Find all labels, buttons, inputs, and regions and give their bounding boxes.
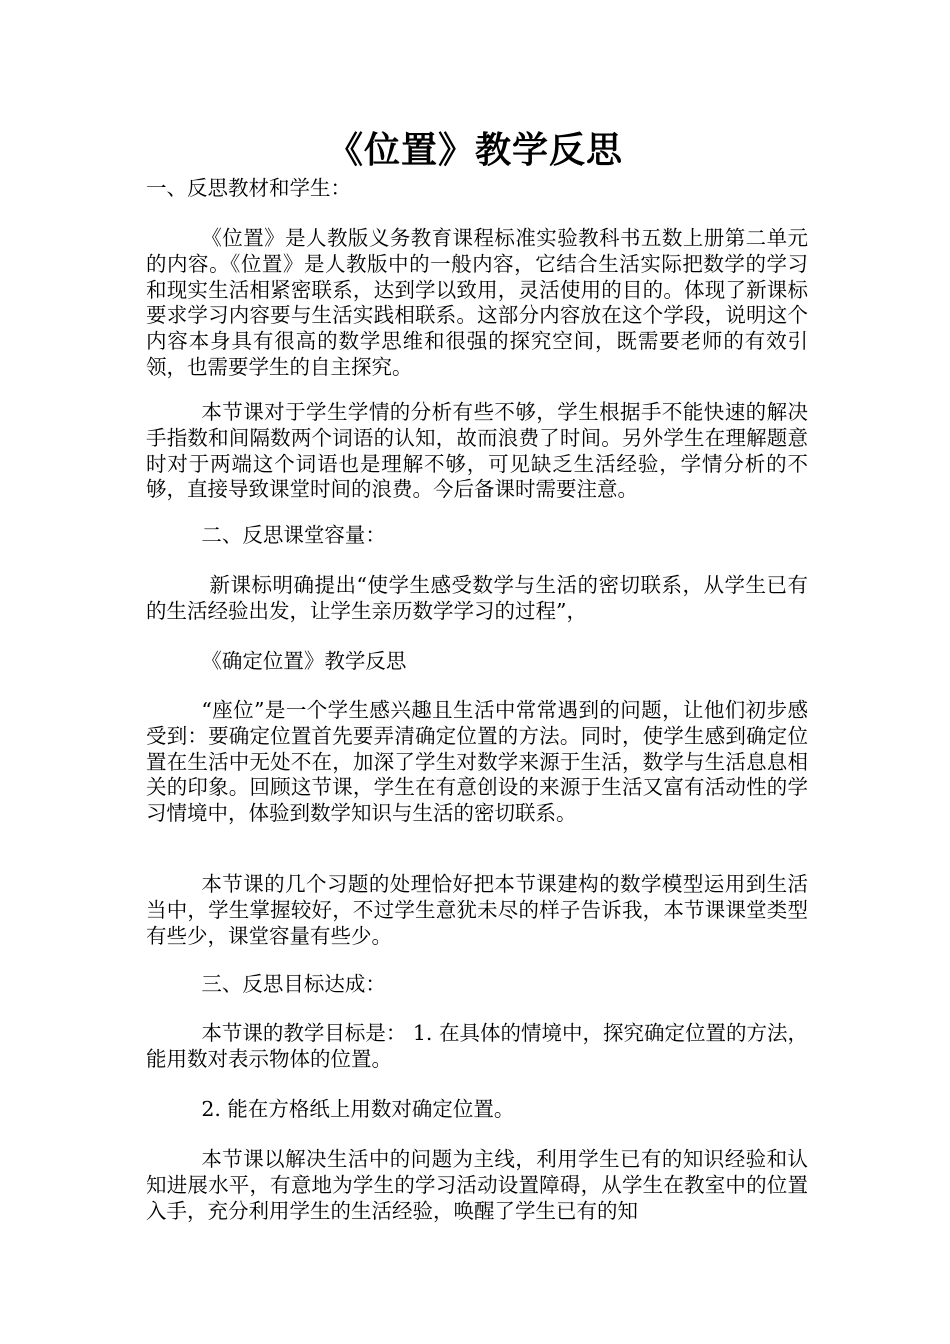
paragraph-3: 新课标明确提出“使学生感受数学与生活的密切联系，从学生已有的生活经验出发，让学生亲历数学学习的过程”， bbox=[146, 573, 808, 623]
section-heading-2: 二、反思课堂容量： bbox=[201, 523, 386, 547]
paragraph-4: “座位”是一个学生感兴趣且生活中常常遇到的问题，让他们初步感受到：要确定位置首先要弄清确定位置的方法。同时，使学生感到确定位置在生活中无处不在，加深了学生对数学来源于生活，数学与生活息息相关的印象。回顾这节课，学生在有意创设的来源于生活又富有活动性的学习情境中，体验到数学知识与生活的密切联系。 bbox=[146, 698, 808, 826]
paragraph-6: 本节课的教学目标是： 1. 在具体的情境中，探究确定位置的方法，能用数对表示物体的位置。 bbox=[146, 1021, 808, 1071]
document-title: 《位置》教学反思 bbox=[326, 129, 623, 171]
paragraph-7: 2. 能在方格纸上用数对确定位置。 bbox=[201, 1097, 515, 1121]
paragraph-5: 本节课的几个习题的处理恰好把本节课建构的数学模型运用到生活当中，学生掌握较好，不过学生意犹未尽的样子告诉我，本节课课堂类型有些少，课堂容量有些少。 bbox=[146, 872, 808, 948]
paragraph-2: 本节课对于学生学情的分析有些不够，学生根据手不能快速的解决手指数和间隔数两个词语的认知，故而浪费了时间。另外学生在理解题意时对于两端这个词语也是理解不够，可见缺乏生活经验，学情分析的不够，直接导致课堂时间的浪费。今后备课时需要注意。 bbox=[146, 400, 808, 502]
section-heading-1: 一、反思教材和学生： bbox=[146, 176, 351, 200]
paragraph-8: 本节课以解决生活中的问题为主线，利用学生已有的知识经验和认知进展水平，有意地为学生的学习活动设置障碍，从学生在教室中的位置入手，充分利用学生的生活经验，唤醒了学生已有的知 bbox=[146, 1147, 808, 1223]
sub-heading: 《确定位置》教学反思 bbox=[201, 649, 407, 673]
paragraph-1: 《位置》是人教版义务教育课程标准实验教科书五数上册第二单元 的内容。《位置》是人教版中的一般内容，它结合生活实际把数学的学习和现实生活相紧密联系，达到学以致用，灵活使用的目的。体现了新课标要求学习内容要与生活实践相联系。这部分内容放在这个学段，说明这个内容本身具有很高的数学思维和很强的探究空间，既需要老师的有效引领，也需要学生的自主探究。 bbox=[146, 226, 808, 379]
section-heading-3: 三、反思目标达成： bbox=[201, 972, 386, 996]
